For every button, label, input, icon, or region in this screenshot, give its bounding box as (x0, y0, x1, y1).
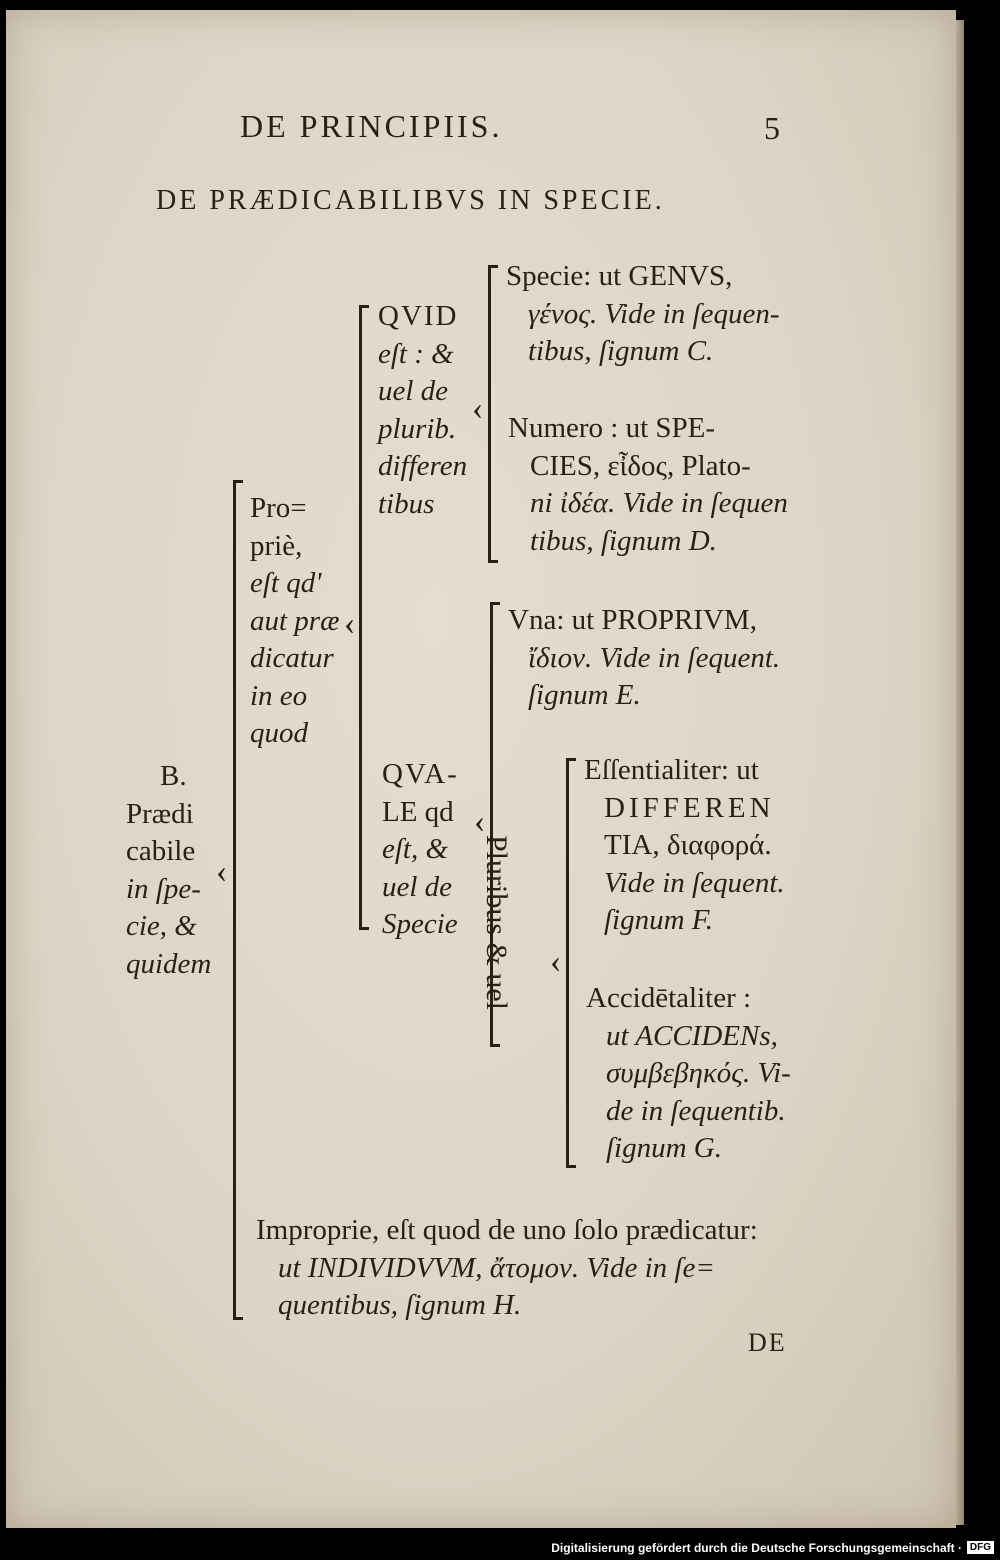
quid-line: plurib. (378, 412, 457, 445)
proprie-line: priè, (250, 529, 303, 562)
proprie-block (250, 490, 339, 753)
essentialiter-line: TIA, διαφορά. (604, 829, 772, 861)
numero-entry (508, 410, 788, 560)
quale-line: uel de (382, 870, 453, 903)
essentialiter-line: DIFFEREN (604, 791, 775, 824)
quale-line: QVA‑ (382, 758, 459, 790)
numero-line: CIES, εἶδος, Plato‑ (530, 449, 751, 482)
essentialiter-line: Eſſentialiter: ut (584, 754, 759, 786)
numero-line: ni ἰδέα. Vide in ſequen (530, 487, 788, 519)
accidentaliter-line: συμβεβηκός. Vi‑ (606, 1057, 791, 1089)
vna-line: ſignum E. (528, 679, 641, 711)
vna-line: ἴδιον. Vide in ſequent. (528, 641, 781, 674)
quale-line: Specie (382, 908, 458, 940)
label-line: cie, & (126, 910, 197, 942)
essentialiter-line: ſignum F. (604, 904, 714, 936)
proprie-line: Pro= (250, 492, 307, 524)
main-brace (233, 480, 236, 1320)
proprie-line: aut præ (250, 604, 340, 637)
predicabile-label (126, 758, 211, 983)
proprie-brace-tip: ‹ (344, 605, 356, 642)
label-line: cabile (126, 835, 196, 867)
proprie-brace (359, 305, 362, 930)
proprie-line: eſt qd' (250, 567, 322, 599)
quid-brace (488, 265, 491, 563)
label-line: quidem (126, 947, 212, 980)
specie-line: γένος. Vide in ſequen‑ (528, 297, 780, 330)
page-edge (956, 20, 964, 1525)
pluribus-brace (566, 758, 569, 1168)
quid-line: differen (378, 450, 468, 482)
quid-line: QVID (378, 300, 459, 332)
accidentaliter-line: de in ſequentib. (606, 1094, 786, 1127)
quid-block (378, 298, 467, 523)
specie-line: tibus, ſignum C. (528, 335, 714, 367)
numero-line: tibus, ſignum D. (530, 524, 717, 557)
specie-entry (506, 258, 780, 371)
main-brace-tip: ‹ (216, 853, 228, 890)
digitization-credit: Digitalisierung gefördert durch die Deutsche Forschungsgemeinschaft · (551, 1541, 962, 1555)
page-number: 5 (764, 110, 780, 146)
pluribus-brace-tip: ‹ (550, 943, 562, 980)
running-head: DE PRINCIPIIS. (240, 108, 503, 144)
improprie-entry (256, 1212, 758, 1325)
quid-line: tibus (378, 487, 435, 520)
quale-line: LE qd (382, 795, 454, 828)
essentialiter-line: Vide in ſequent. (604, 866, 785, 899)
catchword: DE (748, 1328, 787, 1357)
label-line: B. (160, 760, 187, 792)
accidentaliter-line: Accidētaliter : (586, 982, 752, 1014)
proprie-line: in eo (250, 679, 308, 712)
specie-line: Specie: ut GENVS, (506, 260, 733, 292)
dfg-logo: DFG (967, 1541, 994, 1554)
proprie-line: quod (250, 717, 308, 749)
quale-block (382, 756, 459, 944)
accidentaliter-entry (586, 980, 791, 1168)
quale-line: eſt, & (382, 833, 449, 865)
vna-entry (508, 602, 780, 715)
essentialiter-entry (584, 752, 785, 940)
accidentaliter-line: ſignum G. (606, 1132, 722, 1164)
label-line: in ſpe‑ (126, 872, 201, 905)
label-line: Prædi (126, 797, 194, 830)
improprie-line: quentibus, ſignum H. (278, 1289, 522, 1321)
proprie-line: dicatur (250, 642, 334, 674)
quale-brace-tip: ‹ (474, 803, 486, 840)
improprie-line: Improprie, eſt quod de uno ſolo prædicatur: (256, 1214, 758, 1246)
numero-line: Numero : ut SPE‑ (508, 412, 716, 444)
accidentaliter-line: ut ACCIDENs, (606, 1019, 778, 1052)
vna-line: Vna: ut PROPRIVM, (508, 604, 757, 636)
pluribus-label: Pluribus & uel (480, 835, 513, 1011)
quid-brace-tip: ‹ (472, 390, 484, 427)
section-title: DE PRÆDICABILIBVS IN SPECIE. (156, 185, 665, 216)
quid-line: uel de (378, 375, 449, 407)
quid-line: eſt : & (378, 337, 454, 370)
improprie-line: ut INDIVIDVVM, ἄτομον. Vide in ſe= (278, 1251, 715, 1284)
